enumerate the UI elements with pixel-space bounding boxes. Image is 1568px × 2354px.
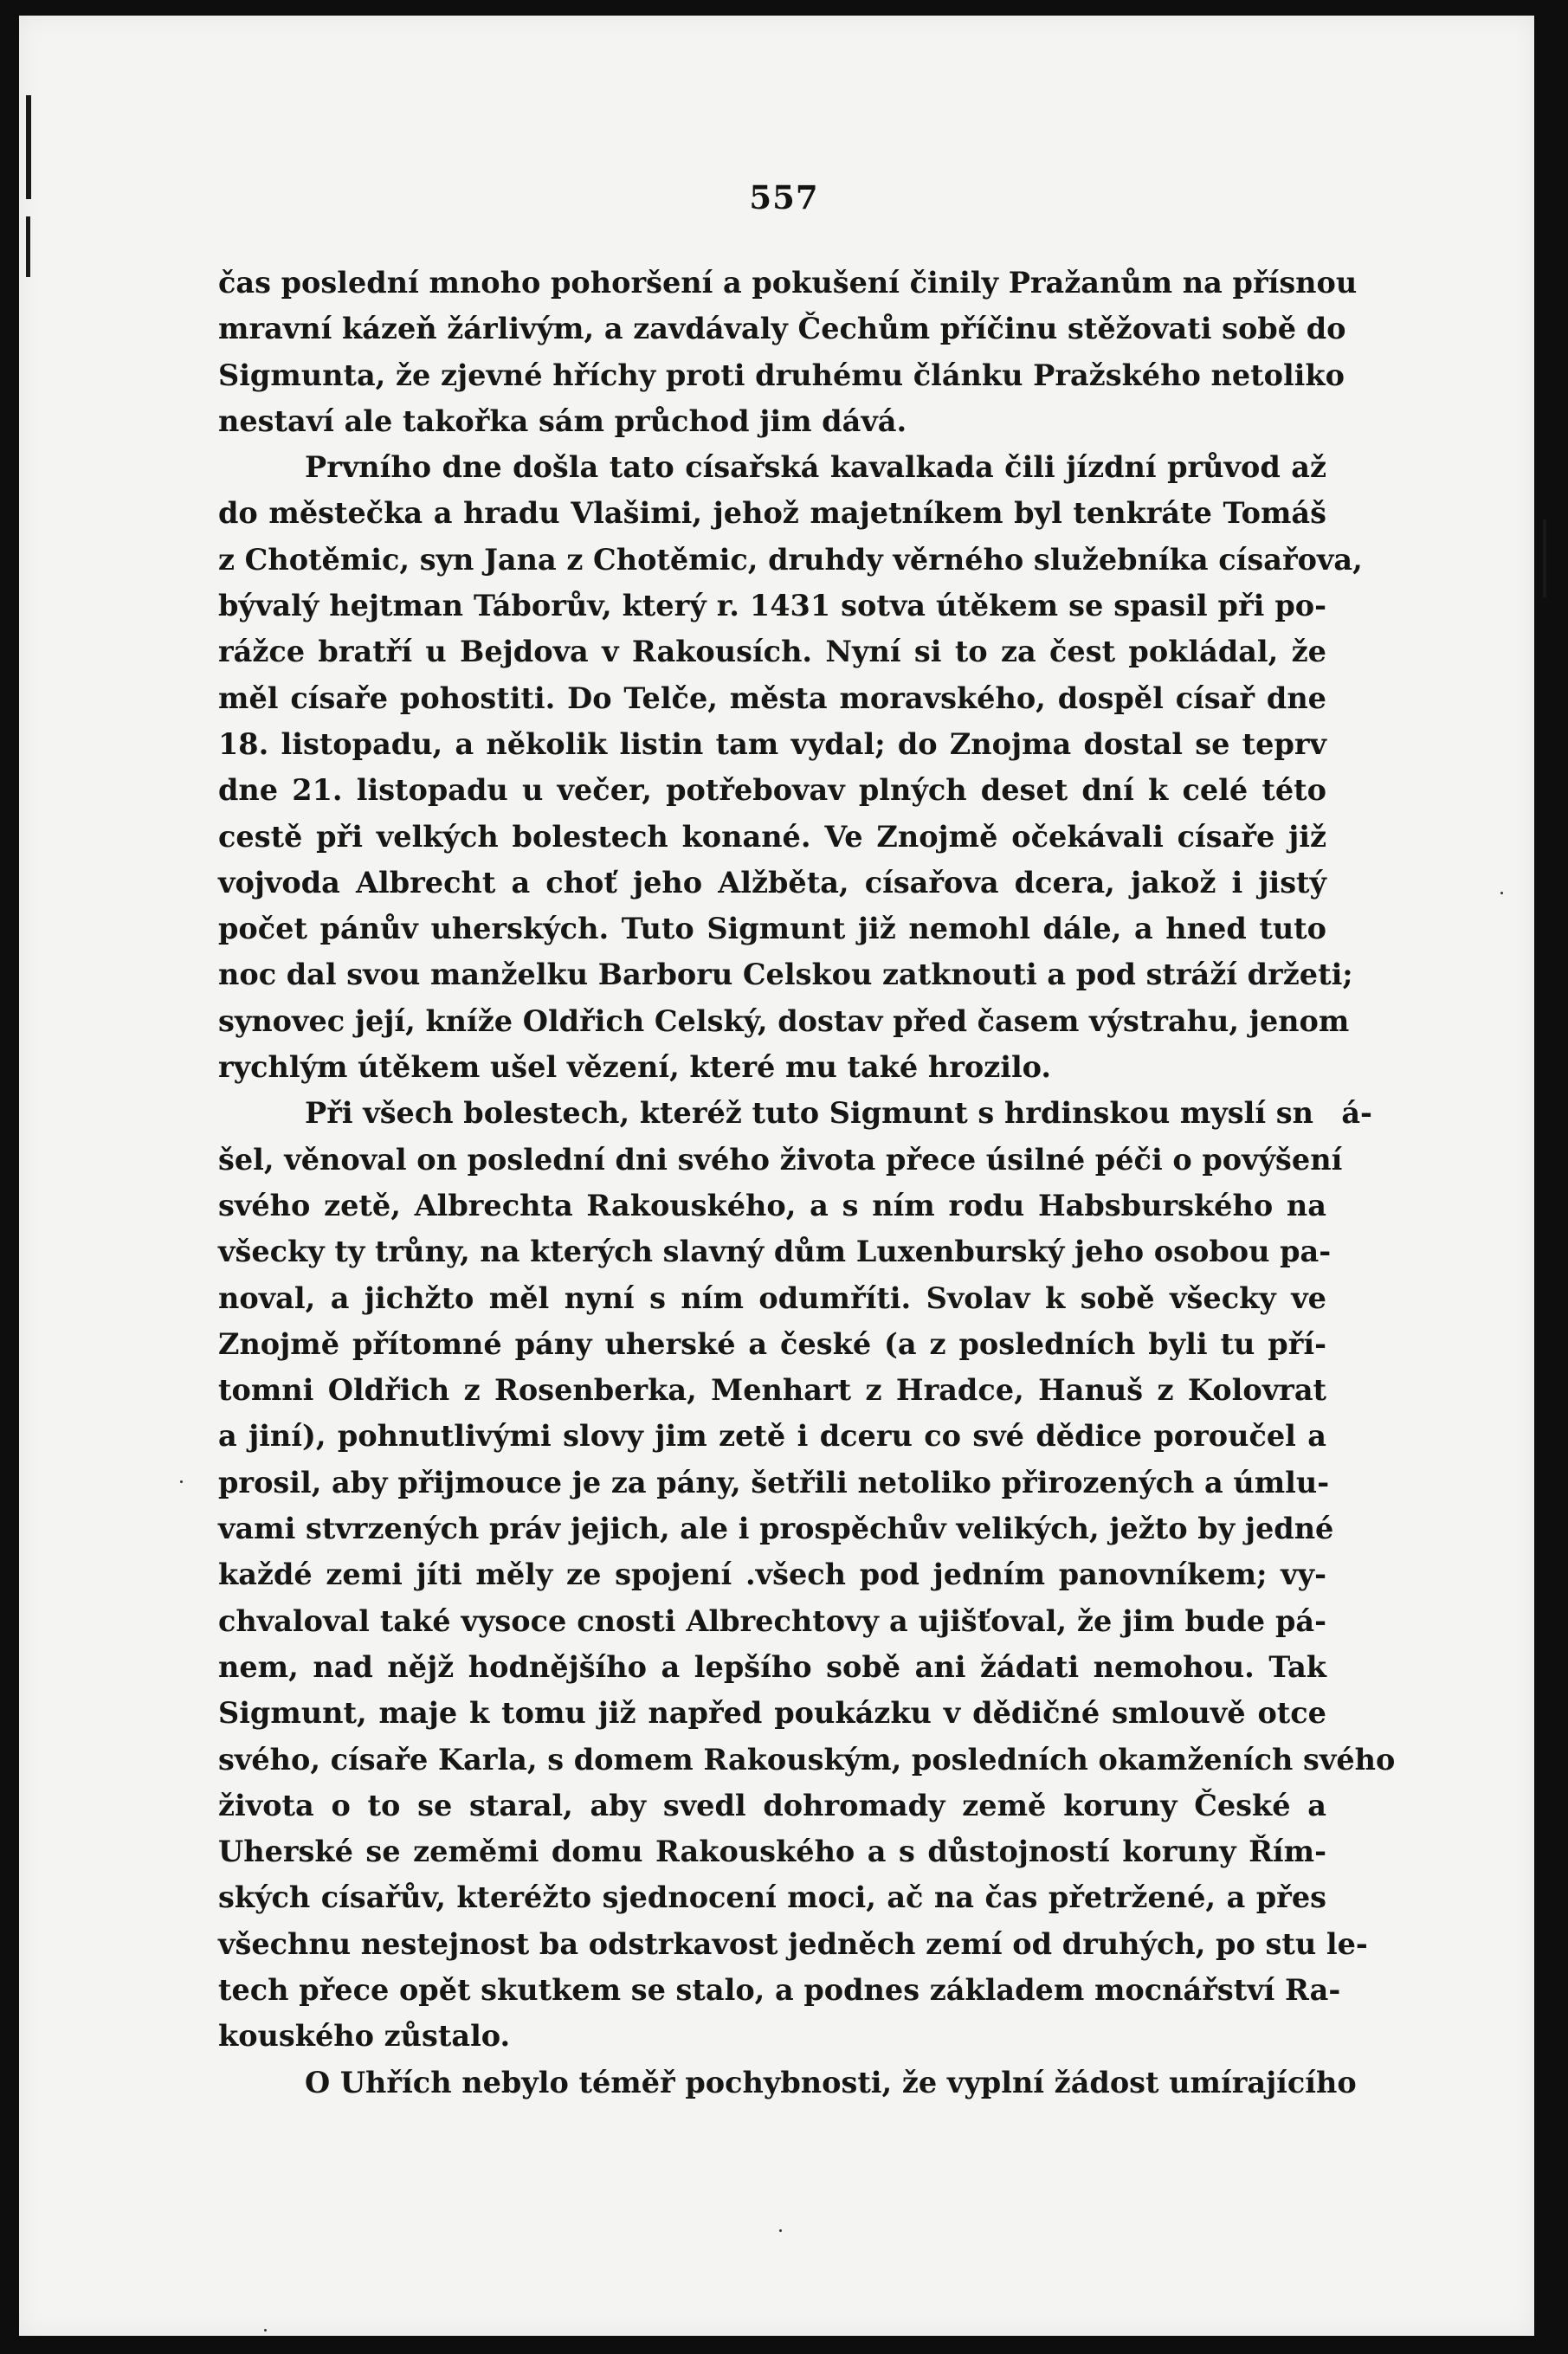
dust-speck bbox=[180, 1480, 183, 1483]
dust-speck bbox=[1500, 892, 1503, 894]
page-number: 557 bbox=[749, 178, 819, 216]
text-line: každé zemi jíti měly ze spojení .všech pod jedním panovníkem; vy- bbox=[218, 1558, 1326, 1592]
text-line: vojvoda Albrecht a choť jeho Alžběta, císařova dcera, jakož i jistý bbox=[218, 865, 1326, 900]
text-line: kouského zůstalo. bbox=[218, 2019, 511, 2054]
text-line: tech přece opět skutkem se stalo, a podnes základem mocnářství Ra- bbox=[218, 1972, 1341, 2007]
text-line: šel, věnoval on poslední dni svého života přece úsilné péči o povýšení bbox=[218, 1142, 1343, 1177]
text-line: cestě při velkých bolestech konané. Ve Znojmě očekávali císaře již bbox=[218, 819, 1326, 854]
text-line: mravní kázeň žárlivým, a zavdávaly Čechům příčinu stěžovati sobě do bbox=[218, 312, 1346, 346]
text-line: rychlým útěkem ušel vězení, které mu také hrozilo. bbox=[218, 1050, 1052, 1085]
text-line: čas poslední mnoho pohoršení a pokušení činily Pražanům na přísnou bbox=[218, 266, 1358, 300]
text-line: prosil, aby přijmouce je za pány, šetřili netoliko přirozených a úmlu- bbox=[218, 1465, 1330, 1499]
text-line: Uherské se zeměmi domu Rakouského a s důstojností koruny Řím- bbox=[218, 1835, 1326, 1869]
dust-speck bbox=[264, 2329, 267, 2331]
text-line: počet pánův uherských. Tuto Sigmunt již nemohl dále, a hned tuto bbox=[218, 912, 1326, 946]
text-line: měl císaře pohostiti. Do Telče, města moravského, dospěl císař dne bbox=[218, 680, 1326, 715]
paragraph bbox=[218, 260, 1358, 444]
text-line: všechnu nestejnost ba odstrkavost jedněch zemí od druhých, po stu le- bbox=[218, 1926, 1368, 1961]
paragraph bbox=[218, 2060, 1357, 2106]
paragraph bbox=[218, 444, 1363, 1090]
text-line: synovec její, kníže Oldřich Celský, dostav před časem výstrahu, jenom bbox=[218, 1003, 1350, 1038]
text-line: ských císařův, kteréžto sjednocení moci, ač na čas přetržené, a přes bbox=[218, 1880, 1326, 1915]
text-line: z Chotěmic, syn Jana z Chotěmic, druhdy věrného služebníka císařova, bbox=[218, 542, 1363, 577]
text-line: bývalý hejtman Táborův, který r. 1431 sotva útěkem se spasil při po- bbox=[218, 589, 1326, 623]
text-line: a jiní), pohnutlivými slovy jim zetě i dceru co své dědice poroučel a bbox=[218, 1419, 1326, 1454]
text-line: Sigmunt, maje k tomu již napřed poukázku v dědičné smlouvě otce bbox=[218, 1696, 1326, 1731]
dust-speck bbox=[779, 2229, 782, 2232]
text-line: 18. listopadu, a několik listin tam vydal; do Znojma dostal se teprv bbox=[218, 726, 1326, 761]
text-line: tomni Oldřich z Rosenberka, Menhart z Hradce, Hanuš z Kolovrat bbox=[218, 1373, 1326, 1408]
text-line: všecky ty trůny, na kterých slavný dům Luxenburský jeho osobou pa- bbox=[218, 1235, 1332, 1269]
text-line: chvaloval také vysoce cnosti Albrechtovy a ujišťoval, že jim bude pá- bbox=[218, 1603, 1326, 1638]
text-line: rážce bratří u Bejdova v Rakousích. Nyní si to za čest pokládal, že bbox=[218, 635, 1326, 669]
body-text bbox=[218, 260, 1396, 2106]
text-line: Sigmunta, že zjevné hříchy proti druhému článku Pražského netoliko bbox=[218, 358, 1345, 392]
text-line: Při všech bolestech, kteréž tuto Sigmunt s hrdinskou myslí snᅟá- bbox=[305, 1096, 1372, 1131]
text-line: O Uhřích nebylo téměř pochybnosti, že vyplní žádost umírajícího bbox=[305, 2065, 1357, 2099]
text-line: Znojmě přítomné pány uherské a české (a z posledních byli tu pří- bbox=[218, 1326, 1326, 1361]
text-line: nem, nad nějž hodnějšího a lepšího sobě ani žádati nemohou. Tak bbox=[218, 1649, 1326, 1684]
text-line: noval, a jichžto měl nyní s ním odumříti. Svolav k sobě všecky ve bbox=[218, 1280, 1326, 1315]
text-line: vami stvrzených práv jejich, ale i prospěchův velikých, ježto by jedné bbox=[218, 1512, 1334, 1546]
text-line: dne 21. listopadu u večer, potřebovav plných deset dní k celé této bbox=[218, 773, 1326, 808]
text-line: do městečka a hradu Vlašimi, jehož majetníkem byl tenkráte Tomáš bbox=[218, 496, 1326, 531]
binding-mark bbox=[1543, 519, 1546, 597]
text-line: noc dal svou manželku Barboru Celskou zatknouti a pod stráží držeti; bbox=[218, 958, 1353, 992]
text-line: nestaví ale takořka sám průchod jim dává. bbox=[218, 403, 907, 438]
binding-mark bbox=[26, 216, 30, 277]
text-line: svého zetě, Albrechta Rakouského, a s ním rodu Habsburského na bbox=[218, 1188, 1326, 1222]
paragraph bbox=[218, 1090, 1396, 2059]
text-line: života o to se staral, aby svedl dohromady země koruny České a bbox=[218, 1788, 1326, 1822]
text-line: Prvního dne došla tato císařská kavalkada čili jízdní průvod až bbox=[305, 450, 1326, 485]
text-line: svého, císaře Karla, s domem Rakouským, posledních okamženích svého bbox=[218, 1742, 1396, 1777]
